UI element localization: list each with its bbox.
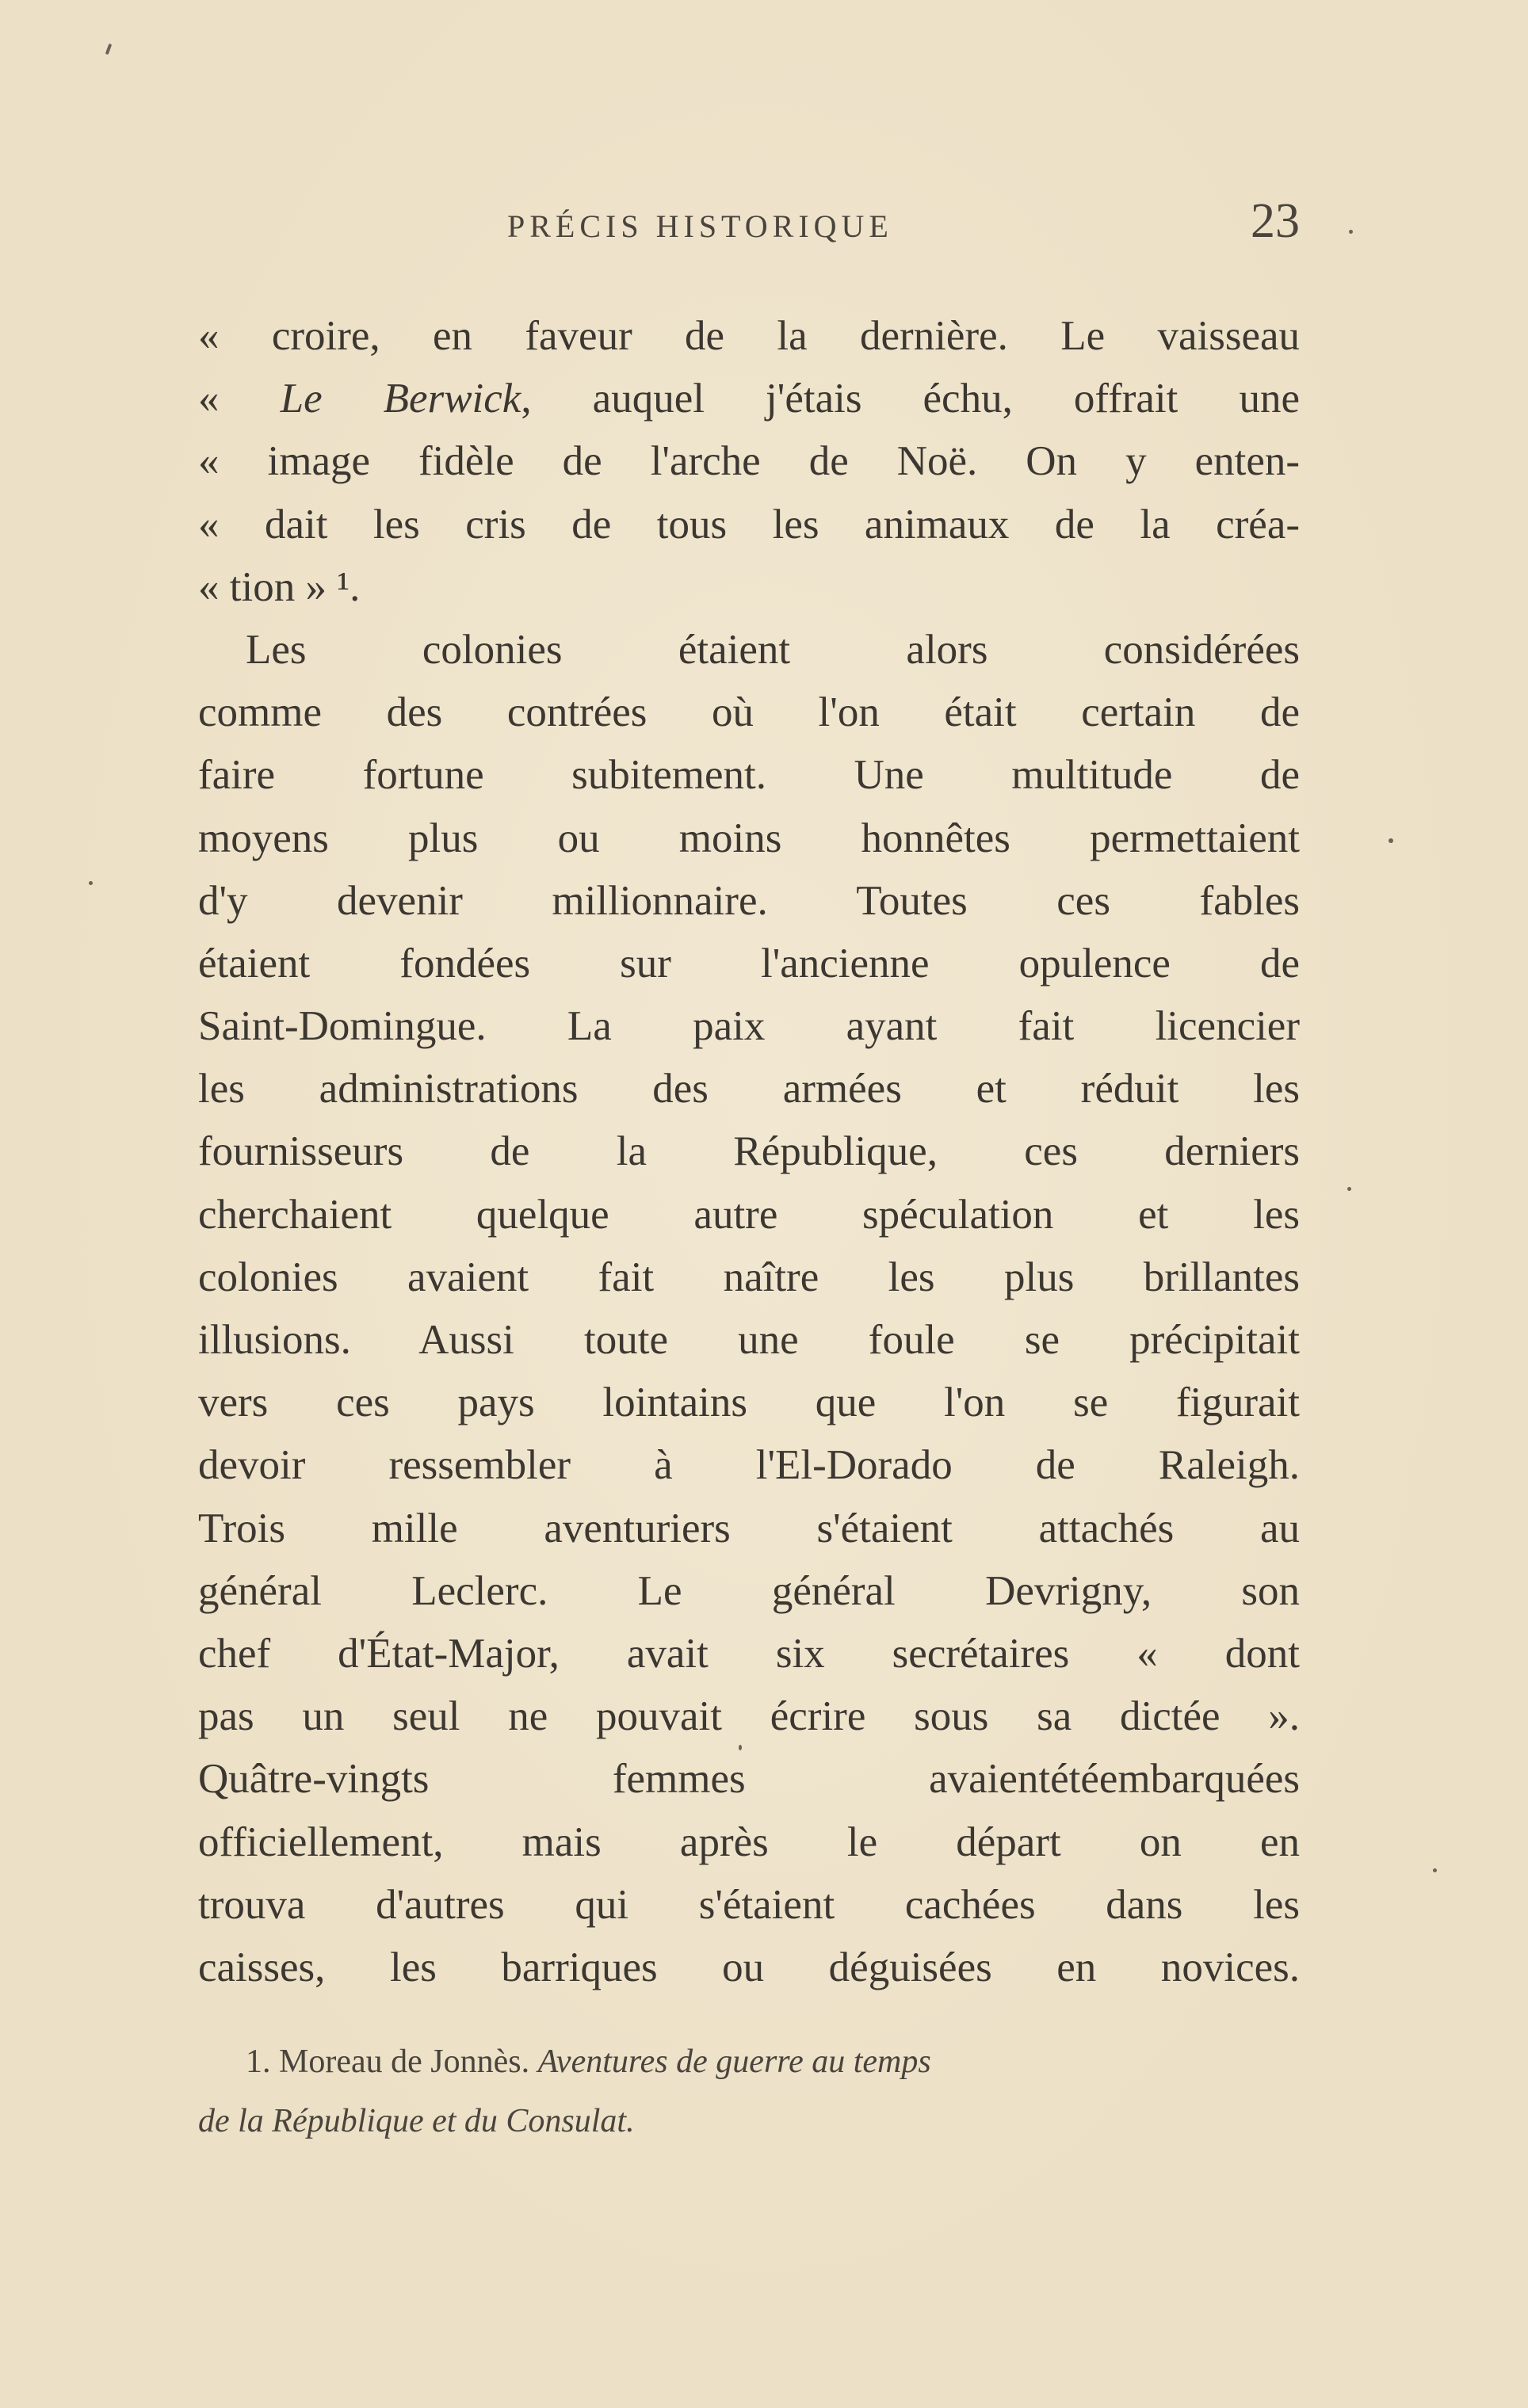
text-line-18: vers ces pays lointains que l'on se figurait: [198, 1380, 1300, 1426]
page-header: [198, 193, 1308, 249]
text-line-14: fournisseurs de la République, ces derniers: [198, 1128, 1300, 1175]
paper-speck: [105, 44, 113, 55]
quote-mark: «: [198, 376, 281, 422]
text-line-5: « tion » ¹.: [198, 563, 361, 610]
text-line-19: devoir ressembler à l'El-Dorado de Raleigh.: [198, 1442, 1300, 1489]
paper-speck: [89, 881, 93, 885]
footnote-number: 1.: [246, 2044, 271, 2080]
text-line-20: Trois mille aventuriers s'étaient attachés au: [198, 1505, 1300, 1551]
text-line-17: illusions. Aussi toute une foule se précipitait: [198, 1317, 1300, 1363]
text-line-4: « dait les cris de tous les animaux de la créa-: [198, 501, 1300, 548]
text-line-2-rest: , auquel j'étais échu, offrait une: [521, 376, 1300, 422]
body-text: [198, 305, 1300, 1999]
text-line-10: d'y devenir millionnaire. Toutes ces fables: [198, 877, 1300, 924]
running-title: PRÉCIS HISTORIQUE: [507, 208, 893, 244]
text-line-21: général Leclerc. Le général Devrigny, son: [198, 1567, 1300, 1614]
footnote-line-2: [198, 2092, 1300, 2151]
text-line-13: les administrations des armées et réduit les: [198, 1066, 1300, 1112]
paper-speck: [1389, 838, 1393, 843]
text-line-6: Les colonies étaient alors considérées: [246, 626, 1300, 673]
text-line-3: « image fidèle de l'arche de Noë. On y enten-: [198, 438, 1300, 485]
text-line-25: officiellement, mais après le départ on en: [198, 1818, 1300, 1865]
text-line-24: Quâtre-vingts femmes avaientétéembarquées: [198, 1756, 1300, 1803]
footnote-title-part1: Aventures de guerre au temps: [537, 2044, 931, 2080]
footnote: [198, 2032, 1300, 2151]
text-line-1: « croire, en faveur de la dernière. Le vaisseau: [198, 313, 1300, 359]
paper-speck: [1347, 1187, 1351, 1191]
paper-speck: [739, 1745, 742, 1750]
text-line-7: comme des contrées où l'on était certain de: [198, 689, 1300, 736]
text-line-15: cherchaient quelque autre spéculation et les: [198, 1191, 1300, 1238]
text-line-2: [198, 368, 1300, 430]
text-line-22: chef d'État-Major, avait six secrétaires « dont: [198, 1630, 1300, 1677]
text-line-27: caisses, les barriques ou déguisées en novices.: [198, 1944, 1300, 1990]
paper-speck: [1349, 230, 1353, 234]
footnote-author: Moreau de Jonnès.: [279, 2044, 530, 2080]
text-line-23: pas un seul ne pouvait écrire sous sa dictée ».: [198, 1693, 1300, 1740]
text-line-16: colonies avaient fait naître les plus brillantes: [198, 1254, 1300, 1300]
ship-name: Le Berwick: [280, 376, 521, 422]
text-line-9: moyens plus ou moins honnêtes permettaient: [198, 815, 1300, 861]
text-line-8: faire fortune subitement. Une multitude de: [198, 752, 1300, 799]
text-line-26: trouva d'autres qui s'étaient cachées dans les: [198, 1881, 1300, 1928]
text-line-12: Saint-Domingue. La paix ayant fait licencier: [198, 1003, 1300, 1050]
footnote-title-part2: de la République et du Consulat.: [198, 2103, 635, 2139]
footnote-line-1: [198, 2032, 1300, 2092]
page-number: 23: [1251, 194, 1300, 248]
paper-speck: [1433, 1868, 1437, 1872]
text-line-11: étaient fondées sur l'ancienne opulence de: [198, 940, 1300, 986]
